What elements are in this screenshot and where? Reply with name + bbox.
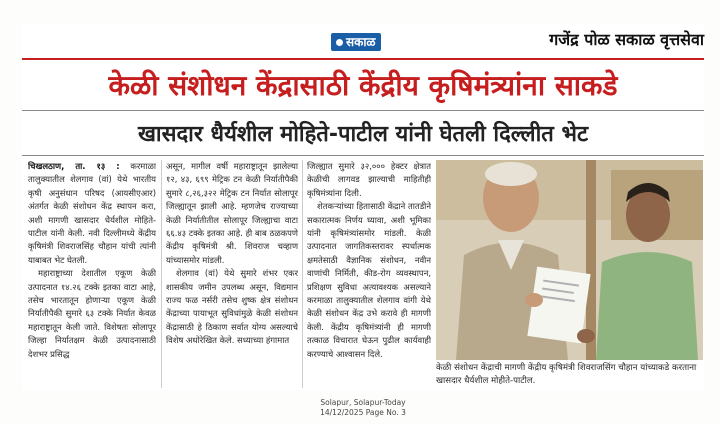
top-rule	[22, 58, 704, 60]
logo-text: सकाळ	[346, 35, 376, 49]
article-column-3	[307, 160, 431, 388]
article-paragraph: महाराष्ट्राच्या देशातील एकूण केळी उत्पादनात १४.२६ टक्के इतका वाटा आहे, तसेच भारतातून होणाऱ्या एकूण केळी निर्यातीपैकी सुमारे ६३ टक्के निर्यात केवळ महाराष्ट्रातून केली जाते. विशेषतः सोलापूर जिल्हा निर्यातक्षम केळी उत्पादनासाठी देशभर प्रसिद्ध	[28, 268, 156, 359]
logo-mark-icon	[336, 39, 343, 46]
article-paragraph: जिल्ह्यात सुमारे ३२,००० हेक्टर क्षेत्रात केळीची लागवड झाल्याची माहितीही कृषिमंत्र्यांना दिली.	[307, 161, 431, 198]
footer-edition: Solapur, Solapur-Today	[320, 398, 406, 407]
column-divider	[302, 160, 303, 388]
dateline: चिखलठाण, ता. १३ :	[28, 161, 120, 171]
article-paragraph: शेलगाव (वां) येथे सुमारे शंभर एकर शासकीय जमीन उपलब्ध असून, विद्यमान राज्य फळ नर्सरी तसेच शुष्क क्षेत्र संशोधन केंद्राच्या पायाभूत सुविधांमुळे केळी संशोधन केंद्रासाठी हे ठिकाण सर्वात योग्य असल्याचे विशेष अधोरेखित केले. सध्याच्या हंगामात	[166, 268, 298, 346]
headline-rule	[22, 110, 704, 111]
page-footer	[22, 398, 704, 418]
subheadline: खासदार धैर्यशील मोहिते-पाटील यांनी घेतली दिल्लीत भेट	[137, 122, 589, 147]
footer-date-page: 14/12/2025 Page No. 3	[320, 408, 406, 417]
newspaper-logo	[331, 33, 381, 51]
column-divider	[161, 160, 162, 388]
clipping-header	[22, 26, 704, 54]
byline: गजेंद्र पोळ सकाळ वृत्तसेवा	[549, 30, 704, 49]
subhead-rule	[22, 155, 704, 156]
headline: केळी संशोधन केंद्रासाठी केंद्रीय कृषिमंत्र्यांना साकडे	[108, 69, 618, 102]
news-photo	[436, 160, 703, 360]
article-paragraph: शेतकऱ्यांच्या हितासाठी केंद्राने तातडीने सकारात्मक निर्णय घ्यावा, अशी भूमिका यांनी कृषिमंत्र्यांसमोर मांडली. केळी उत्पादनात जागतिकस्तरावर स्पर्धात्मक क्षमतेसाठी वैज्ञानिक संशोधन, नवीन वाणांची निर्मिती, कीड-रोग व्यवस्थापन, प्रशिक्षण सुविधा अत्यावश्यक असल्याने करमाळा तालुक्यातील शेलगाव वांगी येथे केळी संशोधन केंद्र उभे करावे ही मागणी केली. केंद्रीय कृषिमंत्र्यांनी ही मागणी तत्काळ विचारात घेऊन पुढील कार्यवाही करण्याचे आश्वासन दिले.	[307, 201, 431, 359]
article-column-2	[166, 160, 298, 388]
article-paragraph: करमाळा तालुक्यातील शेलगाव (वां) येथे भारतीय कृषी अनुसंधान परिषद (आयसीएआर) अंतर्गत केळी संशोधन केंद्र स्थापन करा, अशी मागणी खासदार धैर्यशील मोहिते-पाटील यांनी केली. नवी दिल्लीमध्ये केंद्रीय कृषिमंत्री शिवराजसिंह चौहान यांची त्यांनी याबाबत भेट घेतली.	[28, 161, 156, 265]
article-column-1	[28, 160, 156, 388]
article-paragraph: असून, मागील वर्षी महाराष्ट्रातून झालेल्या १२, ४३, ६९९ मेट्रिक टन केळी निर्यातीपैकी सुमारे ८,२६,३२२ मेट्रिक टन निर्यात सोलापूर जिल्ह्यातून झाली आहे. म्हणजेच राज्याच्या केळी निर्यातीतील सोलापूर जिल्ह्याचा वाटा ६६.४३ टक्के इतका आहे. ही बाब ठळकपणे केंद्रीय कृषिमंत्री श्री. शिवराज चव्हाण यांच्यासमोर मांडली.	[166, 161, 298, 265]
photo-caption: केळी संशोधन केंद्राची मागणी केंद्रीय कृषिमंत्री शिवराजसिंग चौहान यांच्याकडे करताना खासदार धैर्यशील मोहीते-पाटील.	[436, 363, 697, 386]
